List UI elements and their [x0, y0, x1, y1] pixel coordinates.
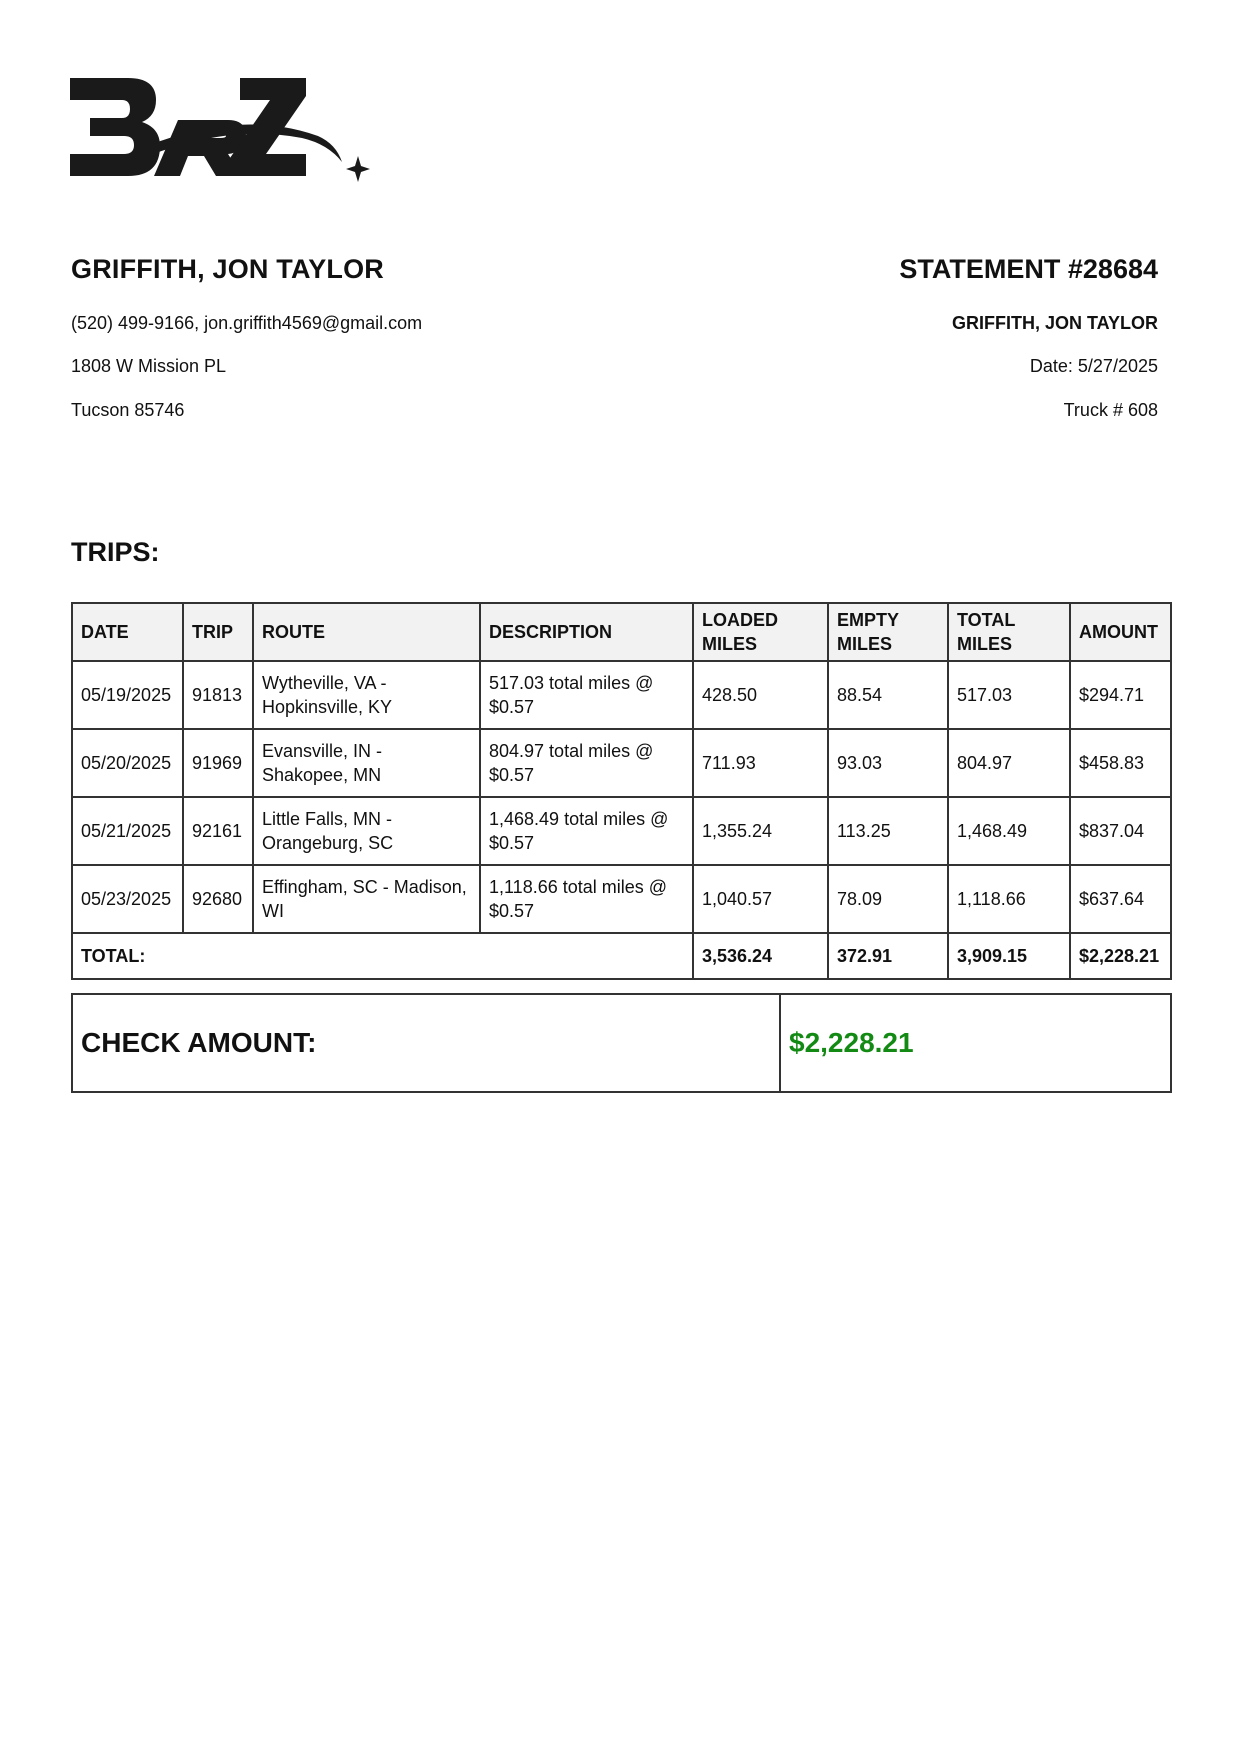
- cell-amount: $294.71: [1070, 661, 1171, 729]
- column-header-empty-miles: EMPTY MILES: [828, 603, 948, 661]
- table-total-row: [72, 933, 1171, 979]
- table-row: [72, 865, 1171, 933]
- cell-description: 1,118.66 total miles @ $0.57: [480, 865, 693, 933]
- cell-trip: 92680: [183, 865, 253, 933]
- driver-address-line1: 1808 W Mission PL: [71, 356, 227, 376]
- cell-empty-miles: 113.25: [828, 797, 948, 865]
- table-row: [72, 729, 1171, 797]
- cell-trip: 91969: [183, 729, 253, 797]
- cell-date: 05/19/2025: [72, 661, 183, 729]
- column-header-date: DATE: [72, 603, 183, 661]
- check-amount-value: $2,228.21: [780, 994, 1171, 1092]
- cell-total-miles: 804.97: [948, 729, 1070, 797]
- total-loaded-miles: 3,536.24: [693, 933, 828, 979]
- cell-description: 804.97 total miles @ $0.57: [480, 729, 693, 797]
- check-amount-box: [71, 993, 1172, 1093]
- column-header-loaded-miles: LOADED MILES: [693, 603, 828, 661]
- cell-route: Wytheville, VA - Hopkinsville, KY: [253, 661, 480, 729]
- check-amount-label: CHECK AMOUNT:: [72, 994, 780, 1092]
- cell-trip: 92161: [183, 797, 253, 865]
- table-row: [72, 797, 1171, 865]
- statement-date: Date: 5/27/2025: [1029, 356, 1158, 376]
- cell-loaded-miles: 711.93: [693, 729, 828, 797]
- statement-name: GRIFFITH, JON TAYLOR: [951, 313, 1158, 333]
- cell-description: 517.03 total miles @ $0.57: [480, 661, 693, 729]
- company-logo: [70, 78, 380, 198]
- table-header-row: [72, 603, 1171, 661]
- cell-date: 05/23/2025: [72, 865, 183, 933]
- driver-name: GRIFFITH, JON TAYLOR: [71, 254, 385, 284]
- column-header-trip: TRIP: [183, 603, 253, 661]
- cell-empty-miles: 93.03: [828, 729, 948, 797]
- cell-date: 05/20/2025: [72, 729, 183, 797]
- total-empty-miles: 372.91: [828, 933, 948, 979]
- cell-date: 05/21/2025: [72, 797, 183, 865]
- driver-address-line2: Tucson 85746: [71, 400, 185, 420]
- trips-table: [71, 602, 1172, 980]
- cell-amount: $837.04: [1070, 797, 1171, 865]
- cell-trip: 91813: [183, 661, 253, 729]
- total-amount: $2,228.21: [1070, 933, 1171, 979]
- column-header-description: DESCRIPTION: [480, 603, 693, 661]
- cell-total-miles: 1,468.49: [948, 797, 1070, 865]
- cell-total-miles: 517.03: [948, 661, 1070, 729]
- cell-loaded-miles: 428.50: [693, 661, 828, 729]
- table-row: [72, 661, 1171, 729]
- cell-route: Effingham, SC - Madison, WI: [253, 865, 480, 933]
- cell-empty-miles: 78.09: [828, 865, 948, 933]
- cell-amount: $637.64: [1070, 865, 1171, 933]
- trips-heading: TRIPS:: [71, 537, 160, 567]
- truck-number: Truck # 608: [1063, 400, 1158, 420]
- statement-title: STATEMENT #28684: [899, 254, 1158, 284]
- total-label: TOTAL:: [72, 933, 693, 979]
- cell-amount: $458.83: [1070, 729, 1171, 797]
- cell-description: 1,468.49 total miles @ $0.57: [480, 797, 693, 865]
- column-header-amount: AMOUNT: [1070, 603, 1171, 661]
- total-total-miles: 3,909.15: [948, 933, 1070, 979]
- cell-empty-miles: 88.54: [828, 661, 948, 729]
- column-header-route: ROUTE: [253, 603, 480, 661]
- cell-loaded-miles: 1,040.57: [693, 865, 828, 933]
- driver-contact: (520) 499-9166, jon.griffith4569@gmail.com: [71, 313, 423, 333]
- cell-route: Little Falls, MN - Orangeburg, SC: [253, 797, 480, 865]
- brz-logo-icon: [70, 78, 380, 198]
- cell-route: Evansville, IN - Shakopee, MN: [253, 729, 480, 797]
- column-header-total-miles: TOTAL MILES: [948, 603, 1070, 661]
- cell-loaded-miles: 1,355.24: [693, 797, 828, 865]
- cell-total-miles: 1,118.66: [948, 865, 1070, 933]
